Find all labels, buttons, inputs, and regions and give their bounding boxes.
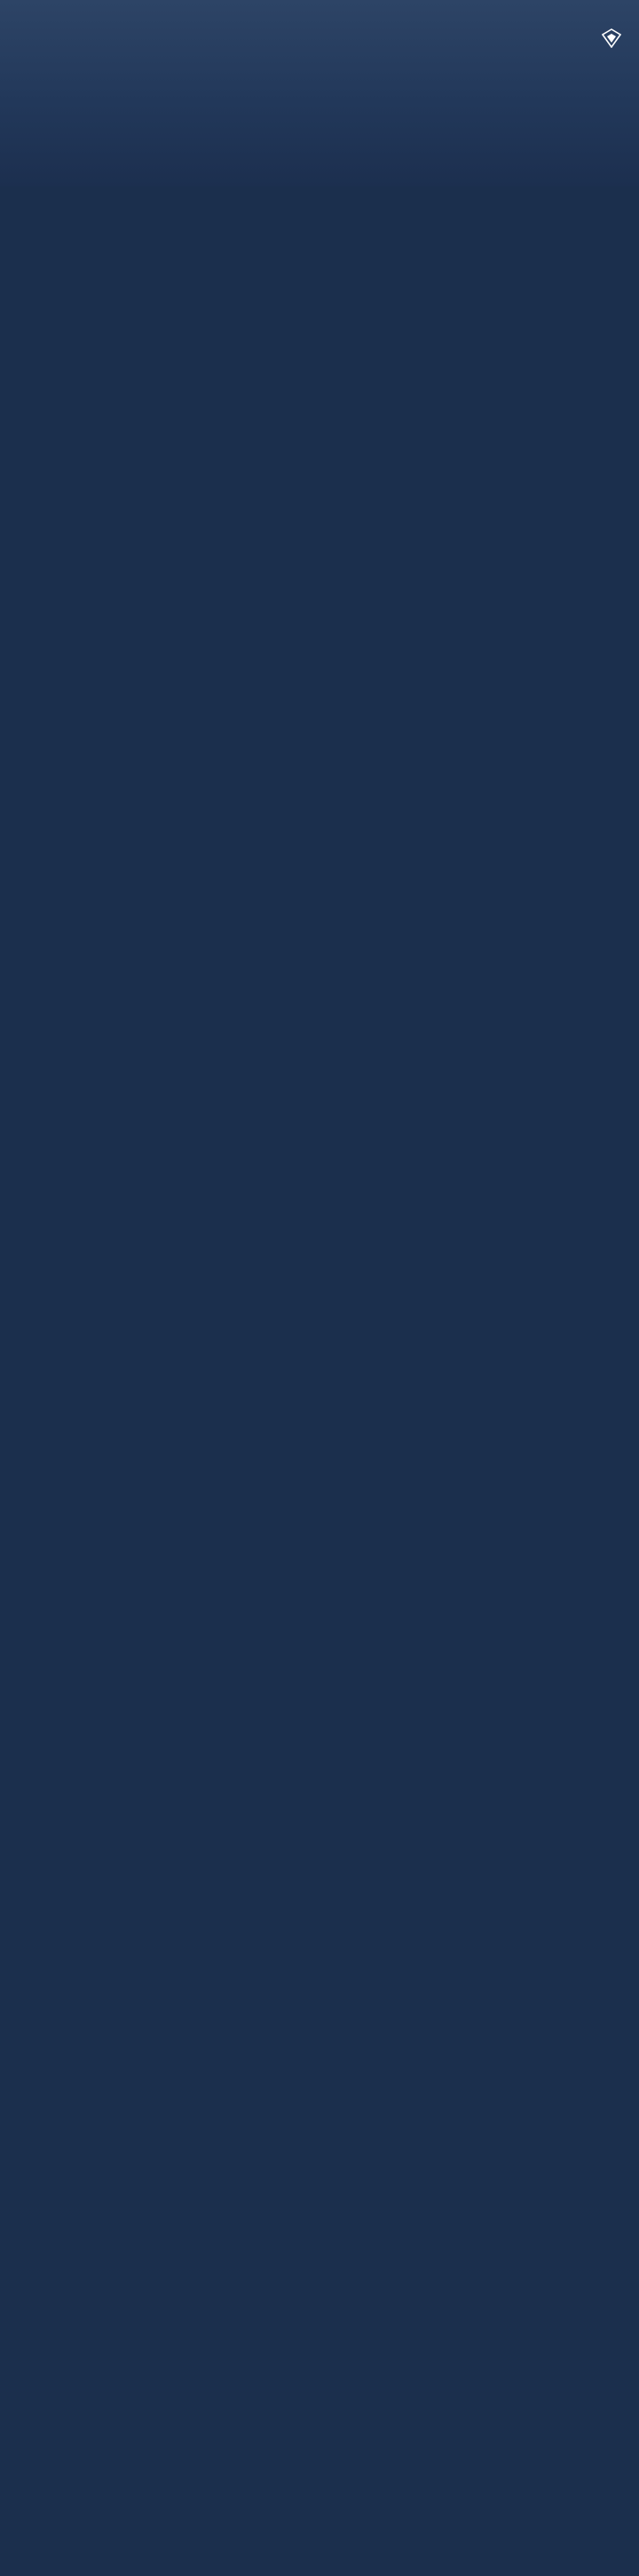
emblem-icon [602,28,621,48]
page-header [0,0,639,186]
